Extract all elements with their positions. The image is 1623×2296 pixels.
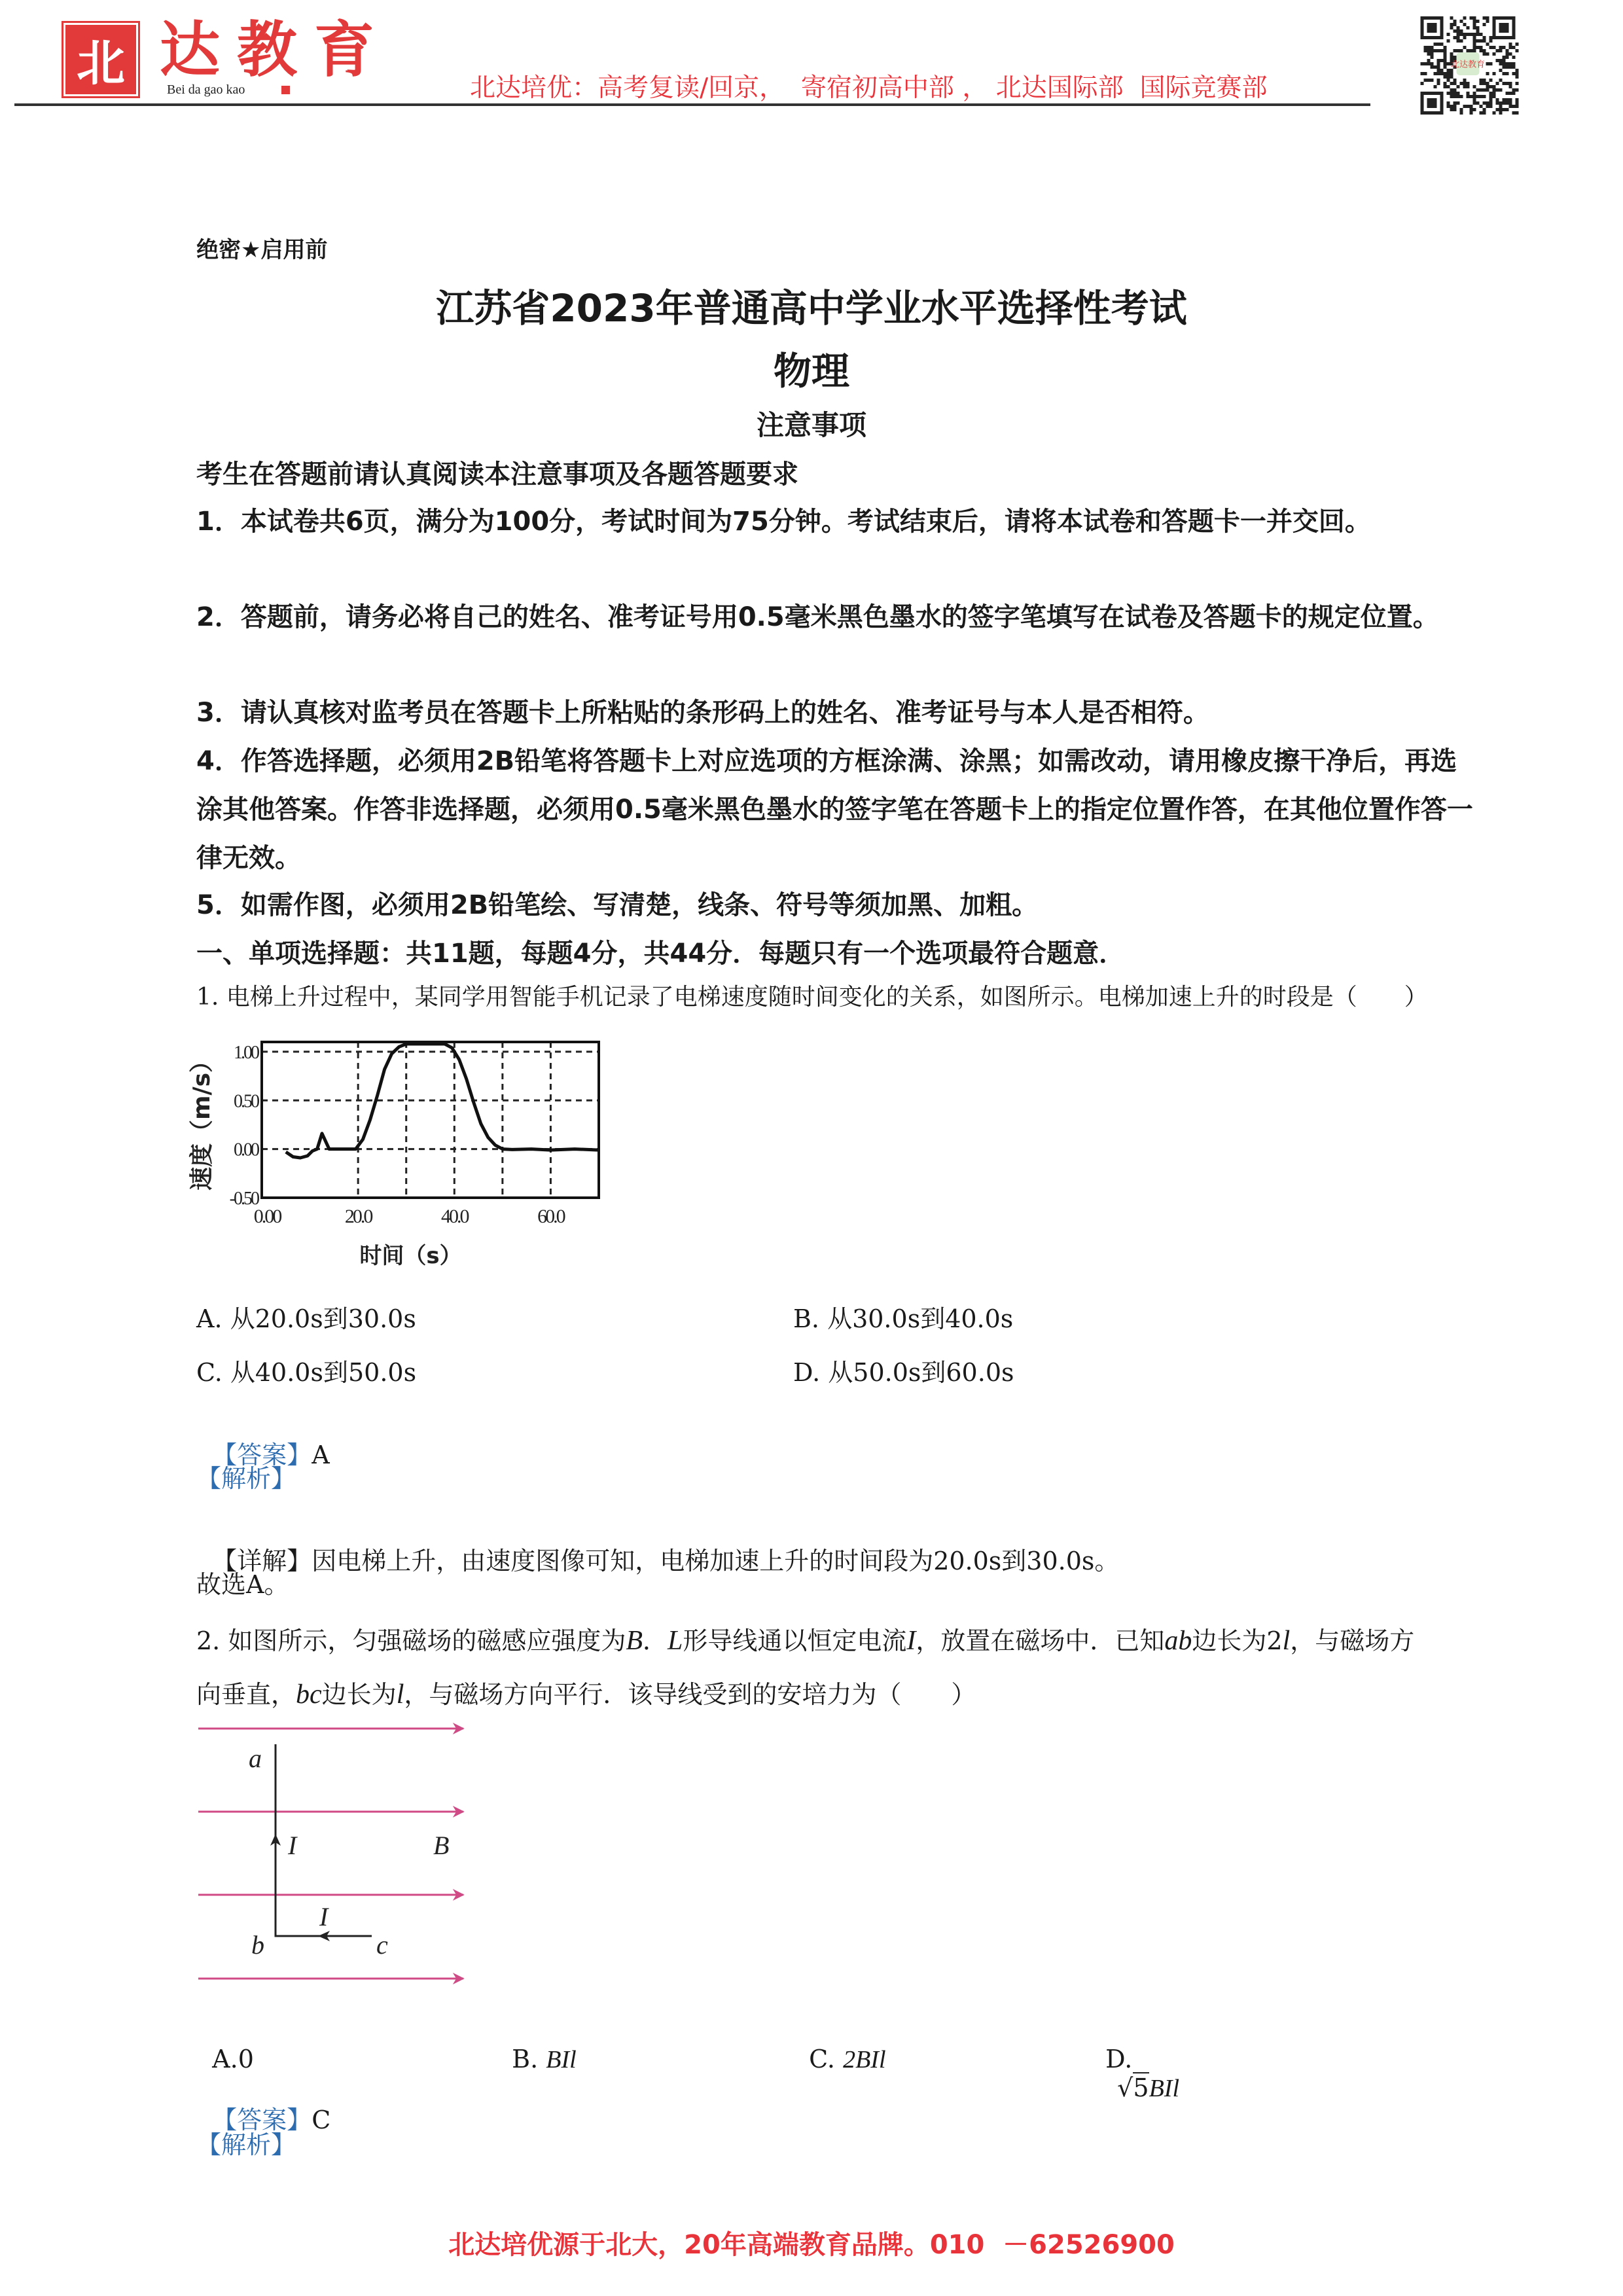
logo-subtitle: Bei da gao kao xyxy=(167,82,245,97)
text: 边长为 xyxy=(321,1680,397,1709)
label-b: b xyxy=(251,1930,264,1960)
text: ，与磁场方向平行．该导线受到的安培力为（ ） xyxy=(404,1680,976,1709)
chart-x-tick-label: 20.0 xyxy=(344,1206,372,1227)
chart-x-tick-label: 40.0 xyxy=(441,1206,468,1227)
q1-analysis-tag: 【解析】 xyxy=(196,1464,296,1493)
text: ，与磁场方 xyxy=(1290,1626,1415,1655)
var-B: B xyxy=(626,1626,643,1656)
answer-value: A xyxy=(312,1441,330,1469)
radicand: 5 xyxy=(1133,2073,1149,2102)
notice-1: 1．本试卷共6页，满分为100分，考试时间为75分钟。考试结束后，请将本试卷和答题卡一并交回。 xyxy=(196,507,1371,537)
chart-y-tick-labels xyxy=(230,1043,259,1209)
notice-5: 5．如需作图，必须用2B铅笔绘、写清楚，线条、符号等须加黑、加粗。 xyxy=(196,890,1039,920)
exam-subject: 物理 xyxy=(773,349,849,393)
chart-x-label: 时间（s） xyxy=(359,1243,462,1269)
text: 2. 如图所示，匀强磁场的磁感应强度为 xyxy=(196,1626,626,1655)
notice-3: 3．请认真核对监考员在答题卡上所粘贴的条形码上的姓名、准考证号与本人是否相符。 xyxy=(196,698,1209,728)
secret-mark: 绝密★启用前 xyxy=(196,237,328,263)
notice-intro: 考生在答题前请认真阅读本注意事项及各题答题要求 xyxy=(196,459,798,490)
sqrt-icon: √ xyxy=(1117,2073,1133,2102)
chart-grid xyxy=(262,1042,599,1198)
q1-option-c[interactable]: C. 从40.0s到50.0s xyxy=(196,1358,417,1387)
q2-option-c[interactable] xyxy=(793,2016,886,2074)
header-divider xyxy=(14,103,1370,106)
velocity-time-chart xyxy=(183,1021,609,1283)
notice-4: 4．作答选择题，必须用2B铅笔将答题卡上对应选项的方框涂满、涂黑；如需改动，请用橡皮擦干净后，再选涂其他答案。作答非选择题，必须用0.5毫米黑色墨水的签字笔在答题卡上的指定位置作答，在其他位置作答一律无效。 xyxy=(196,746,1473,873)
notice-heading: 注意事项 xyxy=(756,409,866,441)
magnetic-field-diagram xyxy=(183,1689,484,2003)
qr-code-icon xyxy=(1416,16,1524,115)
text: 形导线通以恒定电流 xyxy=(683,1626,907,1655)
text: 向垂直， xyxy=(196,1680,296,1709)
exam-title: 江苏省2023年普通高中学业水平选择性考试 xyxy=(436,286,1187,331)
q1-option-b[interactable]: B. 从30.0s到40.0s xyxy=(793,1304,1014,1333)
label-B: B xyxy=(433,1831,450,1860)
logo-square-icon xyxy=(281,86,290,94)
label-a: a xyxy=(249,1744,262,1773)
answer-tag: 【答案】 xyxy=(212,1441,312,1469)
q2-stem-line-1 xyxy=(196,1614,1479,1668)
option-value: 2BIl xyxy=(843,2046,886,2073)
text: 边长为2 xyxy=(1192,1626,1283,1655)
q2-option-b[interactable] xyxy=(496,2016,577,2074)
q1-detail xyxy=(196,1512,1119,1577)
label-I-bc: I xyxy=(319,1902,329,1931)
section-heading: 一、单项选择题：共11题，每题4分，共44分．每题只有一个选项最符合题意． xyxy=(196,939,1126,969)
detail-text: 因电梯上升，由速度图像可知，电梯加速上升的时间段为20.0s到30.0s。 xyxy=(312,1547,1120,1575)
var-I: I xyxy=(906,1626,916,1656)
logo-mark xyxy=(65,25,136,94)
q1-option-a[interactable]: A. 从20.0s到30.0s xyxy=(196,1304,416,1333)
qr-center-label: 北达教育 xyxy=(1450,60,1486,70)
sqrt-expression xyxy=(1117,2073,1149,2102)
chart-frame xyxy=(262,1042,599,1198)
logo-mark-text: 北 xyxy=(77,35,125,92)
q1-conclusion: 故选A。 xyxy=(196,1570,289,1599)
chart-x-tick-label: 60.0 xyxy=(537,1206,564,1227)
answer-tag: 【答案】 xyxy=(212,2106,312,2134)
option-letter: D. xyxy=(1105,2045,1133,2073)
chart-y-tick-label: -0.50 xyxy=(229,1189,258,1209)
chart-x-tick-labels xyxy=(254,1206,565,1227)
option-value: BIl xyxy=(546,2046,577,2073)
q2-analysis-tag: 【解析】 xyxy=(196,2130,296,2159)
logo-text: 达教育 xyxy=(160,14,392,85)
notice-2: 2．答题前，请务必将自己的姓名、准考证号用0.5毫米黑色墨水的签字笔填写在试卷及答题卡的规定位置。 xyxy=(196,602,1439,632)
chart-y-tick-label: 0.50 xyxy=(234,1091,258,1112)
chart-y-tick-label: 0.00 xyxy=(234,1139,258,1160)
text: ． xyxy=(643,1626,668,1655)
q2-option-d[interactable] xyxy=(1090,2016,1179,2103)
field-lines xyxy=(198,1729,463,1979)
chart-y-tick-label: 1.00 xyxy=(234,1042,258,1063)
footer-slogan: 北达培优源于北大，20年高端教育品牌。010 －62526900 xyxy=(448,2230,1175,2260)
var-L: L xyxy=(668,1626,683,1656)
q1-option-d[interactable]: D. 从50.0s到60.0s xyxy=(793,1358,1014,1387)
var-l: l xyxy=(1282,1626,1291,1656)
chart-y-label: 速度（m/s） xyxy=(188,1049,215,1191)
label-c: c xyxy=(376,1930,388,1960)
detail-tag: 【详解】 xyxy=(212,1547,312,1575)
var-bc: bc xyxy=(296,1679,322,1710)
label-I-ab: I xyxy=(288,1831,297,1860)
q2-option-a[interactable] xyxy=(196,2016,254,2073)
option-letter: A. xyxy=(212,2045,238,2073)
option-letter: B. xyxy=(512,2045,539,2073)
answer-value: C xyxy=(312,2106,331,2134)
var-l: l xyxy=(396,1679,404,1710)
option-value: BIl xyxy=(1149,2075,1180,2102)
text: ，放置在磁场中．已知 xyxy=(916,1626,1165,1655)
chart-x-tick-label: 0.00 xyxy=(253,1206,281,1227)
header-slogan: 北达培优：高考复读/回京， 寄宿初高中部 ， 北达国际部 国际竞赛部 xyxy=(470,73,1268,103)
option-letter: C. xyxy=(809,2045,835,2073)
var-ab: ab xyxy=(1164,1626,1192,1656)
q1-stem: 1. 电梯上升过程中，某同学用智能手机记录了电梯速度随时间变化的关系，如图所示。电梯加速上升的时段是（ ） xyxy=(196,984,1428,1011)
option-value: 0 xyxy=(238,2045,254,2073)
